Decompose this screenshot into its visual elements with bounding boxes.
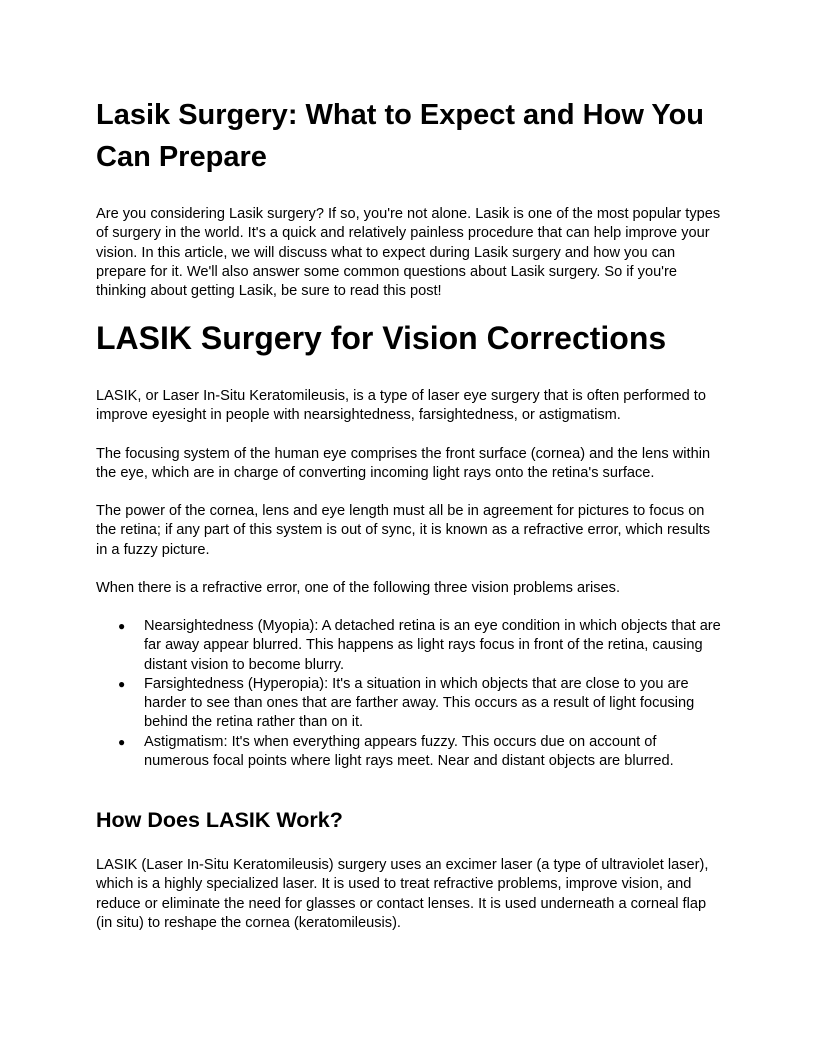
bullet-icon: ●: [118, 676, 126, 691]
paragraph-three-problems-intro: When there is a refractive error, one of the following three vision problems arises.: [96, 580, 620, 596]
list-item-text: Nearsightedness (Myopia): A detached retina is an eye condition in which objects that are far away appear blurred. This happens as light rays focus in front of the retina, causing distant vision to become blurry.: [144, 618, 721, 673]
paragraph-lasik-definition: LASIK, or Laser In-Situ Keratomileusis, is a type of laser eye surgery that is often performed to improve eyesight in people with nearsightedness, farsightedness, or astigmatism.: [96, 388, 706, 424]
list-item-text: Farsightedness (Hyperopia): It's a situation in which objects that are close to you are harder to see than ones that are farther away. This occurs as a result of light focusing behind the retina rather than on it.: [144, 675, 695, 731]
document-title: Lasik Surgery: What to Expect and How You Can Prepare: [96, 99, 705, 173]
paragraph-refractive-error: The power of the cornea, lens and eye length must all be in agreement for pictures to focus on the retina; if any part of this system is out of sync, it is known as a refractive error, which results in a fuzzy picture.: [96, 503, 710, 558]
list-item: [96, 733, 722, 772]
list-item: [96, 617, 722, 675]
list-item: [96, 675, 722, 733]
paragraph-how-lasik-works: LASIK (Laser In-Situ Keratomileusis) surgery uses an excimer laser (a type of ultraviolet laser), which is a highly specialized laser. It is used to treat refractive problems, improve vision, and reduce or eliminate the need for glasses or contact lenses. It is used underneath a corneal flap (in situ) to reshape the cornea (keratomileusis).: [96, 857, 709, 931]
bullet-icon: ●: [118, 619, 126, 633]
section-heading-vision-corrections: LASIK Surgery for Vision Corrections: [96, 320, 667, 356]
bullet-icon: ●: [118, 734, 126, 749]
paragraph-focusing-system: The focusing system of the human eye comprises the front surface (cornea) and the lens within the eye, which are in charge of converting incoming light rays onto the retina's surface.: [96, 446, 711, 482]
section-heading-how-lasik-works: How Does LASIK Work?: [96, 808, 343, 832]
list-item-text: Astigmatism: It's when everything appears fuzzy. This occurs due on account of numerous focal points where light rays meet. Near and distant objects are blurred.: [144, 733, 674, 770]
intro-paragraph: Are you considering Lasik surgery? If so, you're not alone. Lasik is one of the most popular types of surgery in the world. It's a quick and relatively painless procedure that can help improve your vision. In this article, we will discuss what to expect during Lasik surgery and how you can prepare for it. We'll also answer some common questions about Lasik surgery. So if you're thinking about getting Lasik, be sure to read this post!: [96, 206, 721, 300]
vision-problems-list: [96, 617, 722, 771]
